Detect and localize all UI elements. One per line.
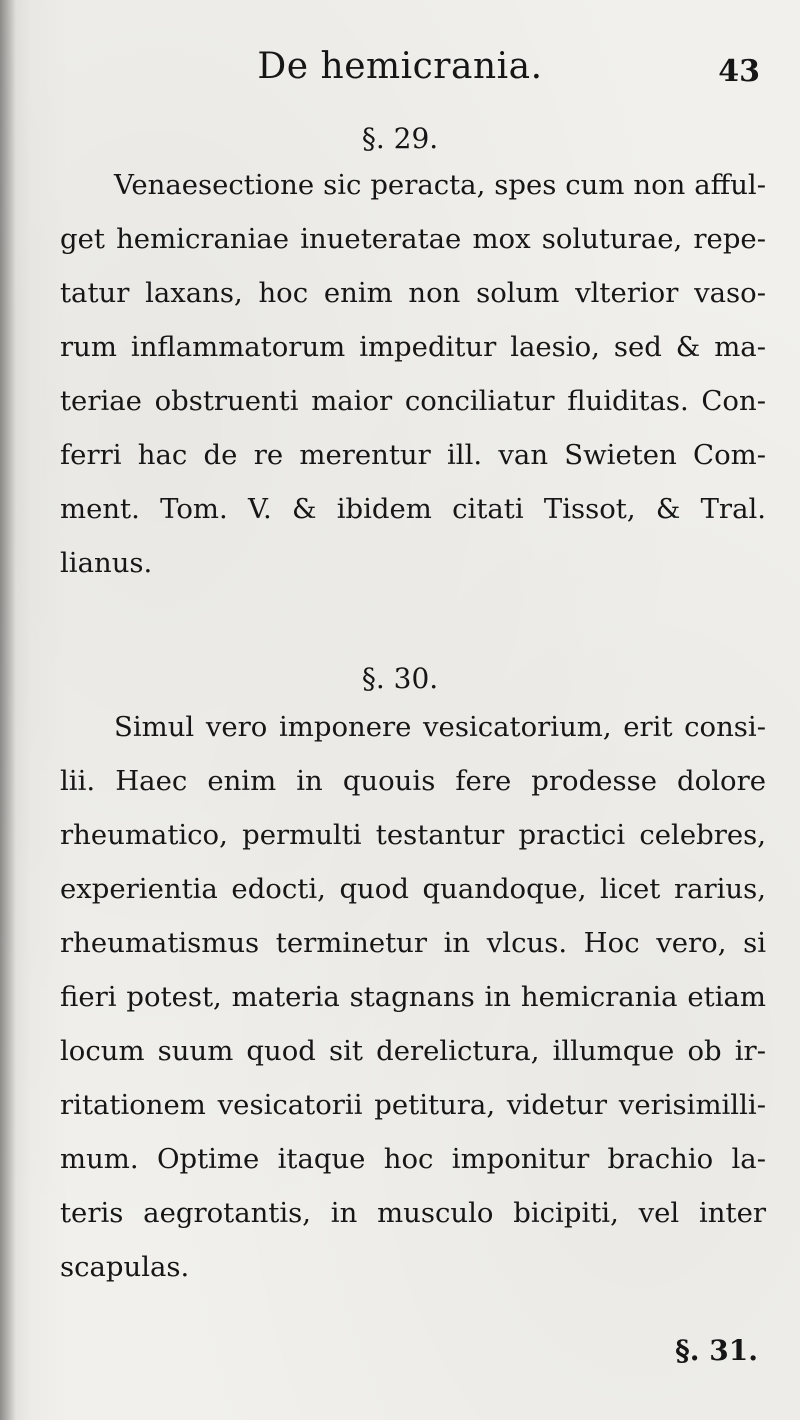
text-line: teris aegrotantis, in musculo bicipiti, vel inter xyxy=(60,1197,766,1229)
gutter-shadow xyxy=(0,0,16,1420)
text-line: rum inflammatorum impeditur laesio, sed & ma- xyxy=(60,331,766,363)
section-30-paragraph xyxy=(60,700,766,1294)
text-line: locum suum quod sit derelictura, illumque ob ir- xyxy=(60,1035,766,1067)
text-line: tatur laxans, hoc enim non solum vlterior vaso- xyxy=(60,277,766,309)
text-line: lianus. xyxy=(60,547,153,579)
section-mark-30: §. 30. xyxy=(361,662,439,695)
text-line: Simul vero imponere vesicatorium, erit consi- xyxy=(114,711,766,743)
running-head-title: De hemicrania. xyxy=(257,46,543,87)
page-number: 43 xyxy=(718,54,760,89)
text-line: ritationem vesicatorii petitura, videtur verisimilli- xyxy=(60,1089,766,1121)
text-line: scapulas. xyxy=(60,1251,190,1283)
text-line: get hemicraniae inueteratae mox soluturae, repe- xyxy=(60,223,766,255)
text-line: mum. Optime itaque hoc imponitur brachio la- xyxy=(60,1143,766,1175)
text-line: teriae obstruenti maior conciliatur fluiditas. Con- xyxy=(60,385,766,417)
section-29-paragraph xyxy=(60,158,766,590)
text-line: lii. Haec enim in quouis fere prodesse dolore xyxy=(60,765,766,797)
text-line: ferri hac de re merentur ill. van Swieten Com- xyxy=(60,439,766,471)
text-line: ment. Tom. V. & ibidem citati Tissot, & Tral. xyxy=(60,493,766,525)
text-line: rheumatico, permulti testantur practici celebres, xyxy=(60,819,766,851)
section-mark-29: §. 29. xyxy=(361,122,439,155)
catchword: §. 31. xyxy=(675,1334,758,1367)
text-line: experientia edocti, quod quandoque, licet rarius, xyxy=(60,873,766,905)
text-line: fieri potest, materia stagnans in hemicrania etiam xyxy=(60,981,766,1013)
text-line: Venaesectione sic peracta, spes cum non afful- xyxy=(114,169,766,201)
text-line: rheumatismus terminetur in vlcus. Hoc vero, si xyxy=(60,927,766,959)
